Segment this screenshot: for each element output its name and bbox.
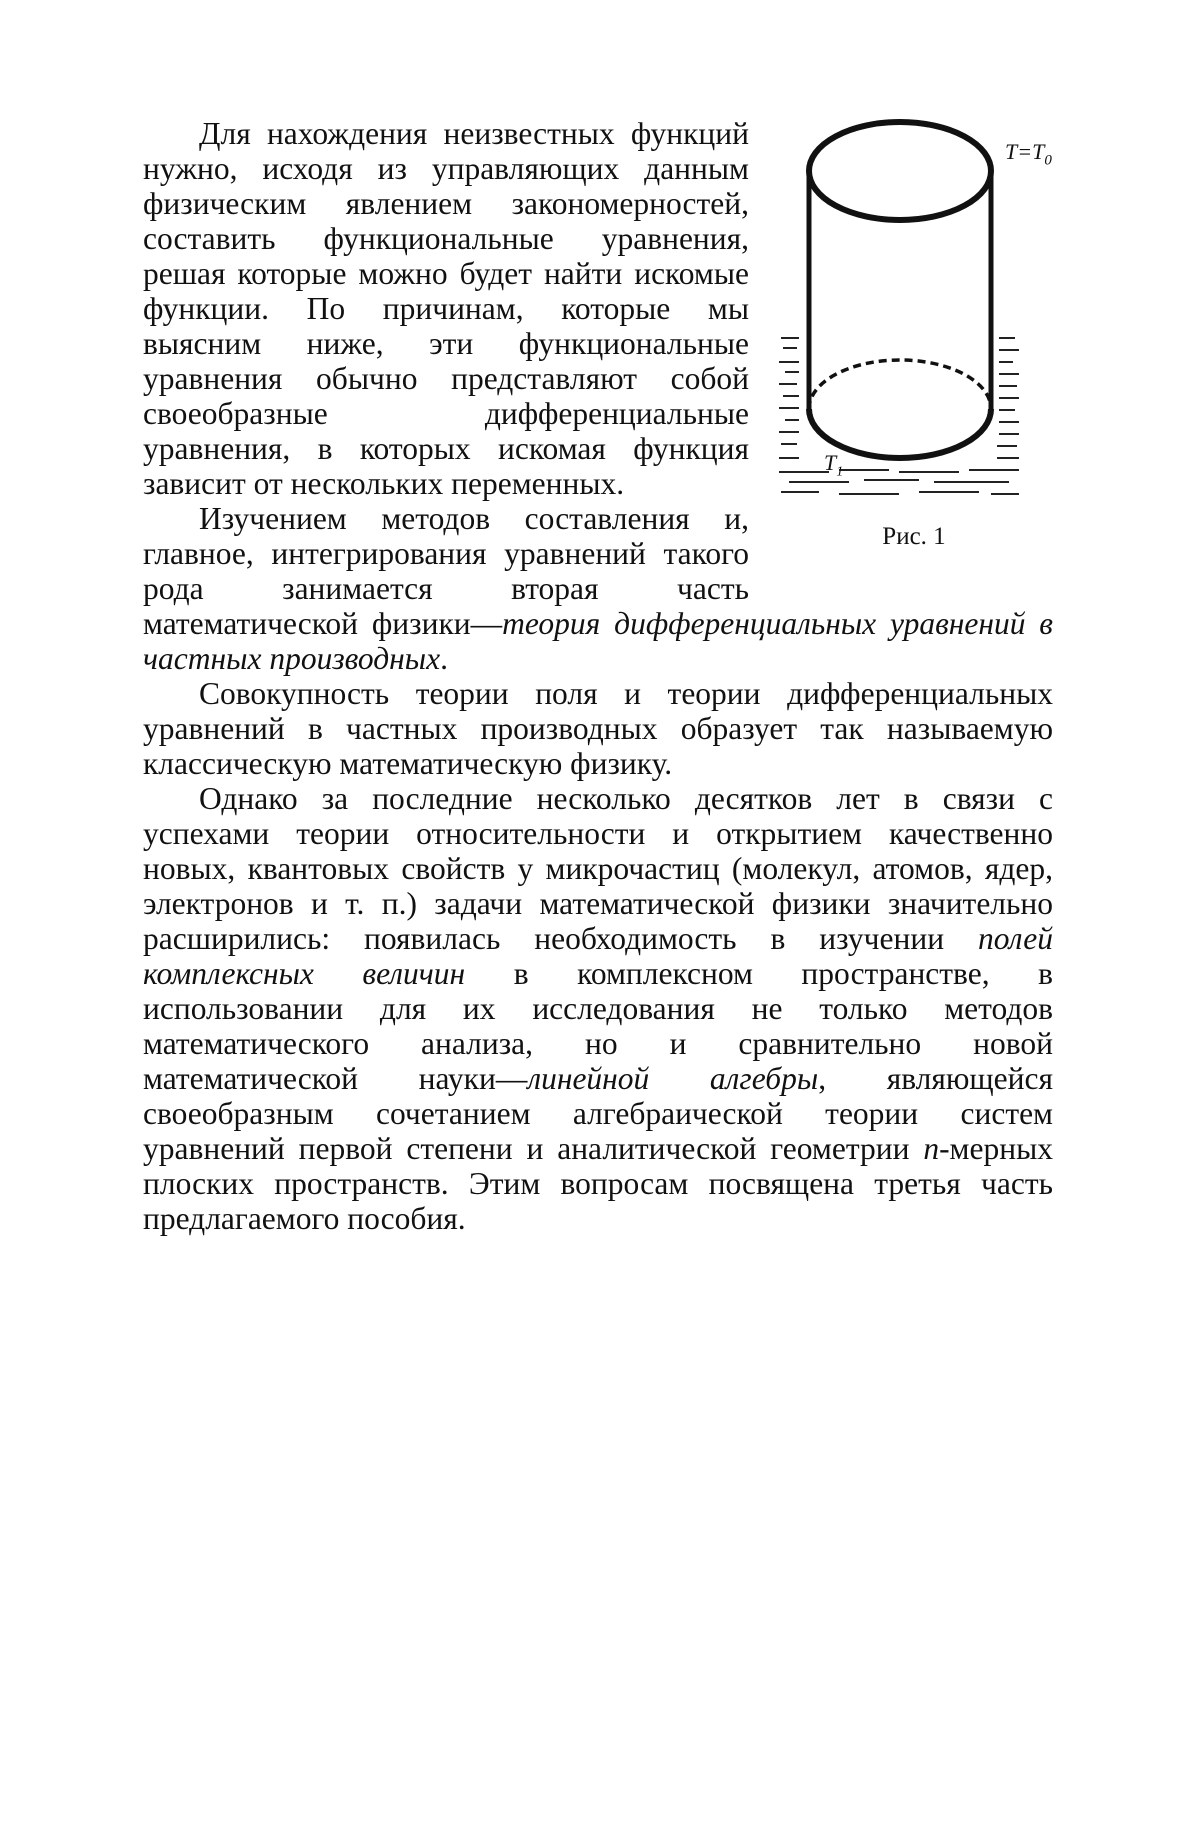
cylinder-diagram — [769, 116, 1059, 516]
italic-variable: n — [923, 1131, 940, 1166]
paragraph-4: Однако за последние несколько десятков лет в связи с успехами теории относительности и открытием качественно новых, квантовых свойств у микрочастиц (молекул, атомов, ядер, электронов и т. п.) задачи математической физики значительно расширились: появилась необходимость в изучении полей комплексных величин в комплексном пространстве, в использовании для их исследования не только методов математического анализа, но и сравнительно новой математической науки—линейной алгебры, являющейся своеобразным сочетанием алгебраической теории систем уравнений первой степени и аналитической геометрии n-мерных плоских пространств. Этим вопросам посвящена третья часть предлагаемого пособия. — [143, 781, 1053, 1236]
cylinder-bottom-back — [809, 360, 991, 409]
italic-term: полей комплексных величин — [143, 921, 1053, 991]
italic-term: теория дифференциальных уравнений в частных производных — [143, 606, 1053, 676]
figure-caption: Рис. 1 — [882, 523, 946, 550]
t1-label: $T_1$ — [824, 450, 844, 480]
paragraph-2: Изучением методов составления и, главное, интегрирования уравнений такого рода занимается вторая часть математической физики—теория дифференциальных уравнений в частных производных. — [143, 501, 1053, 676]
cylinder-top-ellipse — [809, 122, 991, 220]
paragraph-1: Для нахождения неизвестных функций нужно, исходя из управляющих данным физическим явлением закономерностей, составить функциональные уравнения, решая которые можно будет найти искомые функции. По причинам, которые мы выясним ниже, эти функциональные уравнения обычно представляют собой своеобразные дифференциальные уравнения, в которых искомая функция зависит от нескольких переменных. — [143, 116, 749, 501]
paragraph-3: Совокупность теории поля и теории дифференциальных уравнений в частных производных образует так называемую классическую математическую физику. — [143, 676, 1053, 781]
boundary-condition-label: $T=T_0$ — [1005, 139, 1052, 169]
italic-term: линейной алгебры — [527, 1061, 819, 1096]
figure-cylinder — [769, 116, 1059, 574]
text-block — [143, 116, 1053, 1236]
